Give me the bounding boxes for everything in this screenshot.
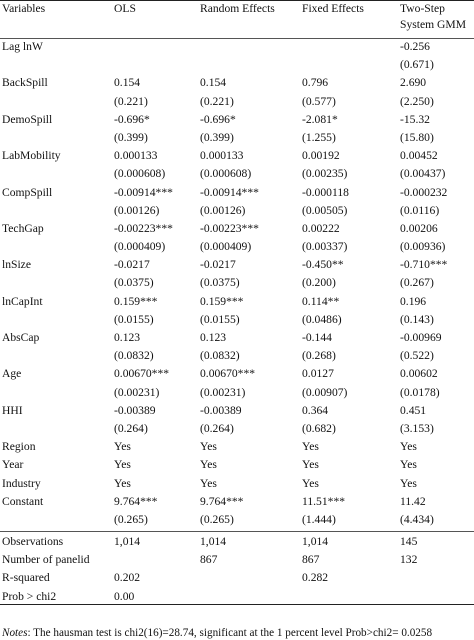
table-cell: 132 [400,553,418,567]
table-cell: Yes [302,458,319,472]
table-cell: 0.282 [302,571,329,585]
table-row [0,274,474,292]
table-cell: (0.0486) [302,312,342,326]
table-cell: Yes [302,440,319,454]
table-cell: 0.000133 [200,149,244,163]
table-cell [114,38,200,56]
table-cell: 0.159*** [200,294,244,308]
table-cell: (4.434) [400,512,434,526]
table-cell: (1.444) [302,512,336,526]
table-row [0,347,474,365]
table-cell: (0.00231) [200,385,246,399]
table-cell: -0.00389 [200,403,242,417]
table-row [0,38,474,56]
table-cell: 9.764*** [200,494,244,508]
table-cell: (0.0116) [400,203,440,217]
table-cell: Yes [114,476,131,490]
table-row [0,202,474,220]
table-cell: (0.267) [400,276,434,290]
table-stats [0,533,474,606]
table-row [0,456,474,474]
table-cell: (0.682) [302,421,336,435]
row-label: Year [2,458,24,472]
stats-row [0,551,474,569]
table-cell: 0.123 [200,331,227,344]
table-cell: -0.00223*** [114,221,173,235]
table-cell: -0.00969 [400,331,442,344]
table-row [0,93,474,111]
table-cell: 0.000133 [114,149,158,163]
table-cell: -0.000232 [400,185,448,199]
table-row [0,129,474,147]
stats-row [0,533,474,551]
table-cell: -0.710*** [400,258,448,272]
table-row [0,384,474,402]
table-cell: (0.00231) [114,385,160,399]
row-label [2,420,108,438]
table-cell: (0.399) [200,130,234,144]
row-label: LabMobility [2,149,61,163]
table-cell: 11.51*** [302,494,346,508]
row-label [2,311,108,329]
table-cell: -0.00914*** [200,185,259,199]
table-cell [114,551,200,569]
row-label: DemoSpill [2,112,53,126]
header-variables: Variables [2,2,46,15]
table-cell [200,38,302,56]
row-label: R-squared [2,571,50,585]
table-cell: Yes [114,440,131,454]
table-cell: 0.00222 [302,221,340,235]
header-random-effects: Random Effects [200,2,275,15]
table-row [0,293,474,311]
table-row [0,184,474,202]
row-label [2,56,108,74]
table-row [0,365,474,383]
table-cell: (0.671) [400,58,434,72]
table-cell: 1,014 [114,535,141,549]
row-label [2,274,108,292]
table-cell: -0.0217 [114,258,150,272]
row-label: Constant [2,494,44,508]
header-system-gmm: Two-Step System GMM [400,2,467,31]
table-cell: 0.123 [114,331,141,344]
table-cell: Yes [200,476,217,490]
row-label: Prob > chi2 [2,589,57,603]
row-label: lnSize [2,258,31,272]
header-row [0,0,474,38]
table-cell: (0.000608) [114,167,166,181]
table-cell: (0.265) [114,512,148,526]
table-row [0,511,474,529]
table-cell: -0.00389 [114,403,156,417]
table-cell: 0.00452 [400,149,438,163]
table-cell: 0.00670*** [200,367,256,381]
table-cell: (0.265) [200,512,234,526]
table-row [0,56,474,74]
table-cell: 0.154 [200,76,227,90]
table-cell: 0.796 [302,76,329,90]
table-cell: (0.143) [400,312,434,326]
stats-row [0,588,474,606]
table-row [0,438,474,456]
table-cell: (1.255) [302,130,336,144]
notes-text: : The hausman test is chi2(16)=28.74, significant at the 1 percent level Prob>chi2= 0.0258 [27,627,433,639]
table-cell: -0.144 [302,331,332,344]
table-cell [400,569,474,587]
header-ols: OLS [114,2,136,15]
table-cell: (0.0155) [114,312,154,326]
row-label [2,165,108,183]
table-row [0,220,474,238]
table-cell: (0.000409) [200,240,252,254]
table-cell: Yes [200,440,217,454]
table-row [0,165,474,183]
table-cell: 0.154 [114,76,141,90]
row-label [2,347,108,365]
table-row [0,311,474,329]
table-row [0,420,474,438]
table-cell: (0.00505) [302,203,348,217]
table-row [0,111,474,129]
table-row [0,329,474,347]
table-cell: 0.00602 [400,367,438,381]
table-cell: (0.00235) [302,167,348,181]
table-cell: (0.221) [200,94,234,108]
notes-label: Notes [2,627,28,639]
table-cell: Yes [302,476,319,490]
row-label: AbsCap [2,331,40,344]
table-row [0,475,474,493]
table-cell: 0.00670*** [114,367,170,381]
table-cell: Yes [400,440,417,454]
table-cell: -0.696* [114,112,150,126]
row-label: Observations [2,535,64,549]
table-cell: 11.42 [400,494,426,508]
table-cell: (0.00437) [400,167,446,181]
table-cell: (0.200) [302,276,336,290]
table-cell: (2.250) [400,94,434,108]
row-label: Lag lnW [2,40,43,53]
table-row [0,402,474,420]
row-label: HHI [2,403,23,417]
table-cell: -0.00914*** [114,185,173,199]
table-cell: 0.196 [400,294,427,308]
table-cell: (0.000409) [114,240,166,254]
header-fixed-effects: Fixed Effects [302,2,364,15]
table-cell: (3.153) [400,421,434,435]
table-cell: (0.221) [114,94,148,108]
table-cell: (0.399) [114,130,148,144]
table-cell: (0.264) [200,421,234,435]
table-cell: (0.0178) [400,385,440,399]
table-row [0,74,474,92]
table-cell: 0.364 [302,403,329,417]
table-cell: 1,014 [302,535,329,549]
table-cell [200,569,302,587]
table-cell: -0.450** [302,258,344,272]
table-cell [200,56,302,74]
table-row [0,256,474,274]
table-cell: (0.577) [302,94,336,108]
table-cell: Yes [200,458,217,472]
row-label [2,384,108,402]
table-cell: -2.081* [302,112,338,126]
table-cell: -0.0217 [200,258,236,272]
table-cell: 0.0127 [302,367,334,381]
bottom-rule [0,604,474,605]
row-label: Industry [2,476,41,490]
stats-row [0,569,474,587]
table-cell: (0.00907) [302,385,348,399]
table-cell: 0.451 [400,403,427,417]
table-cell [302,38,398,56]
row-label: TechGap [2,221,44,235]
table-cell: Yes [400,476,417,490]
table-cell: 2.690 [400,76,427,90]
row-label [2,129,108,147]
table-cell: (0.00337) [302,240,348,254]
row-label: BackSpill [2,76,48,90]
table-cell: 867 [302,553,320,567]
row-label: lnCapInt [2,294,43,308]
table-cell: (0.0832) [200,349,240,363]
table-cell: (0.264) [114,421,148,435]
table-cell [302,588,398,606]
table-cell: (0.0155) [200,312,240,326]
table-cell: 0.159*** [114,294,158,308]
row-label [2,238,108,256]
table-cell: (0.268) [302,349,336,363]
table-cell: 0.00206 [400,221,438,235]
table-cell: Yes [114,458,131,472]
table-cell [114,56,200,74]
table-cell: 145 [400,535,418,549]
row-label: Region [2,440,36,454]
table-cell: (0.0832) [114,349,154,363]
table-cell [400,588,474,606]
table-cell [302,56,398,74]
table-cell: -0.256 [400,40,430,53]
table-cell: (0.0375) [200,276,240,290]
table-row [0,493,474,511]
table-row [0,147,474,165]
row-label [2,511,108,529]
table-cell: (0.00126) [200,203,246,217]
table-cell: -0.00223*** [200,221,259,235]
table-cell: 9.764*** [114,494,158,508]
table-cell: 867 [200,553,218,567]
row-label: Number of panelid [2,553,90,567]
table-cell: Yes [400,458,417,472]
table-cell [200,588,302,606]
table-cell: (0.00126) [114,203,160,217]
table-cell: 0.202 [114,571,141,585]
table-cell: 0.00192 [302,149,340,163]
table-cell: -15.32 [400,112,430,126]
table-cell: 0.114** [302,294,340,308]
table-cell: (0.00936) [400,240,446,254]
table-body [0,38,474,529]
row-label: Age [2,367,22,381]
table-cell: (0.0375) [114,276,154,290]
table-cell: (0.522) [400,349,434,363]
table-cell: 0.00 [114,589,135,603]
row-label [2,202,108,220]
row-label: CompSpill [2,185,53,199]
table-cell: -0.696* [200,112,236,126]
table-cell: (0.000608) [200,167,252,181]
table-notes [2,627,474,640]
table-cell: 1,014 [200,535,227,549]
table-cell: -0.000118 [302,185,349,199]
row-label [2,93,108,111]
table-cell: (15.80) [400,130,434,144]
table-row [0,238,474,256]
